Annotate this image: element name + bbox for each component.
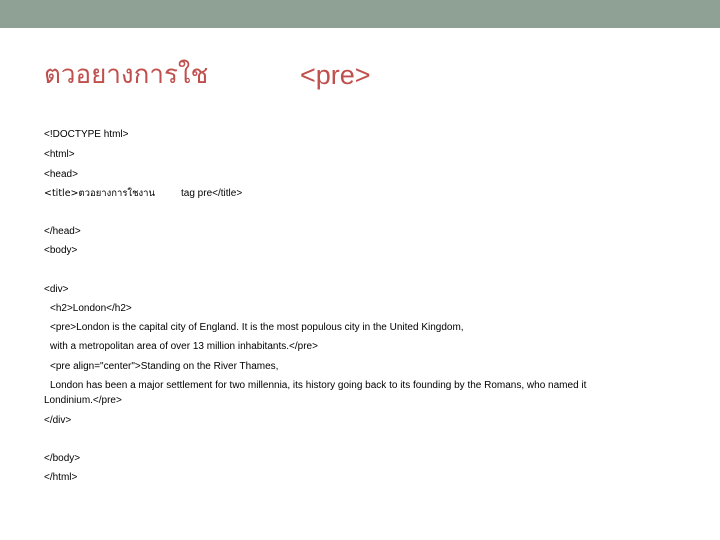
code-line-head-close: </head>	[44, 226, 81, 237]
code-line-title-part1: <title>ตวอยางการใชงาน	[44, 188, 155, 199]
code-line-pre-center-2: London has been a major settlement for two millennia, its history going back to its founding by the Romans, who named it	[50, 380, 587, 391]
code-line-html-close: </html>	[44, 472, 78, 483]
code-line-head-open: <head>	[44, 169, 78, 180]
slide-title-thai: ตวอยางการใช	[44, 60, 209, 90]
code-line-body-open: <body>	[44, 245, 78, 256]
top-header-bar	[0, 0, 720, 28]
code-line-doctype: <!DOCTYPE html>	[44, 129, 129, 140]
code-line-body-close: </body>	[44, 453, 81, 464]
code-line-pre-center-1: <pre align="center">Standing on the River Thames,	[50, 361, 279, 372]
code-line-pre-2: with a metropolitan area of over 13 million inhabitants.</pre>	[50, 341, 318, 352]
code-line-h2: <h2>London</h2>	[50, 303, 132, 314]
code-line-div-close: </div>	[44, 415, 72, 426]
code-line-pre-1: <pre>London is the capital city of England. It is the most populous city in the United Kingdom,	[50, 322, 464, 333]
code-line-html-open: <html>	[44, 149, 75, 160]
code-line-div-open: <div>	[44, 284, 69, 295]
slide-title-tag: <pre>	[300, 60, 371, 90]
code-line-title-part2: tag pre</title>	[181, 188, 243, 199]
code-line-pre-center-3: Londinium.</pre>	[44, 395, 122, 406]
